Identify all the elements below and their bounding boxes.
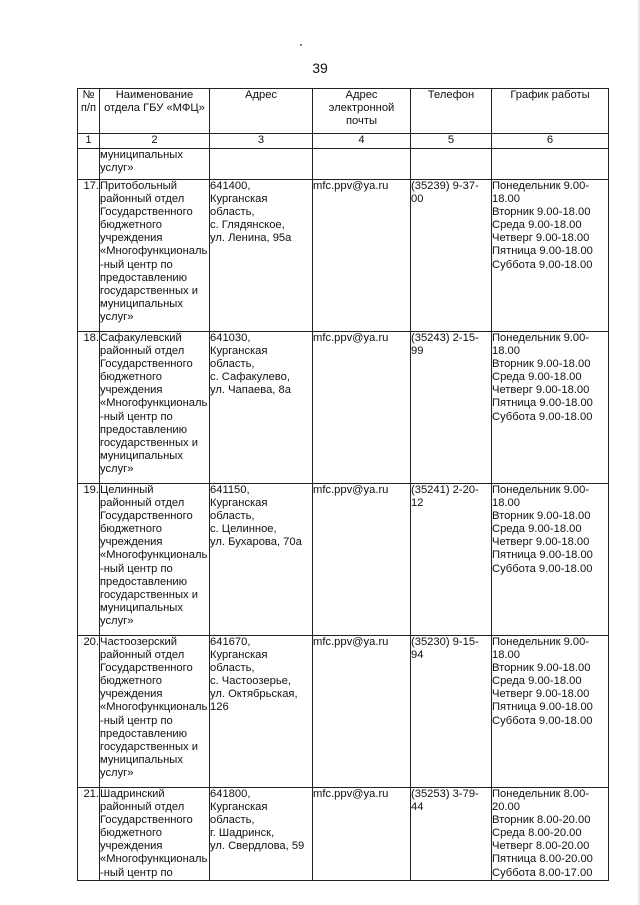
office-name-cell: Частоозерский районный отдел Государственного бюджетного учреждения «Многофункциональ -ный центр по предоставлению государственных и муниципальных услуг» xyxy=(100,636,210,788)
column-number: 5 xyxy=(411,134,492,149)
phone-cell: (35239) 9-37- 00 xyxy=(411,180,492,332)
header-cell-address: Адрес xyxy=(210,89,313,134)
header-cell-name: Наименование отдела ГБУ «МФЦ» xyxy=(100,89,210,134)
column-number: 4 xyxy=(313,134,411,149)
email-cell: mfc.ppv@ya.ru xyxy=(313,788,411,881)
continuation-name-cell: муниципальных услуг» xyxy=(100,149,210,180)
office-name-cell: Сафакулевский районный отдел Государственного бюджетного учреждения «Многофункциональ -ный центр по предоставлению государственных и муниципальных услуг» xyxy=(100,332,210,484)
address-cell: 641030, Курганская область, с. Сафакулево, ул. Чапаева, 8а xyxy=(210,332,313,484)
email-cell: mfc.ppv@ya.ru xyxy=(313,332,411,484)
schedule-cell: Понедельник 9.00- 18.00 Вторник 9.00-18.00 Среда 9.00-18.00 Четверг 9.00-18.00 Пятница 9.00-18.00 Суббота 9.00-18.00 xyxy=(492,636,609,788)
page-number: 39 xyxy=(312,60,328,76)
schedule-cell: Понедельник 9.00- 18.00 Вторник 9.00-18.00 Среда 9.00-18.00 Четверг 9.00-18.00 Пятница 9.00-18.00 Суббота 9.00-18.00 xyxy=(492,332,609,484)
office-name-cell: Целинный районный отдел Государственного бюджетного учреждения «Многофункциональ -ный центр по предоставлению государственных и муниципальных услуг» xyxy=(100,484,210,636)
office-name-cell: Притобольный районный отдел Государственного бюджетного учреждения «Многофункциональ -ный центр по предоставлению государственных и муниципальных услуг» xyxy=(100,180,210,332)
row-number: 19. xyxy=(78,484,100,636)
scan-speck xyxy=(300,44,302,46)
header-cell-number: № п/п xyxy=(78,89,100,134)
email-cell: mfc.ppv@ya.ru xyxy=(313,484,411,636)
mfc-offices-table xyxy=(77,88,609,881)
schedule-cell: Понедельник 9.00- 18.00 Вторник 9.00-18.00 Среда 9.00-18.00 Четверг 9.00-18.00 Пятница 9.00-18.00 Суббота 9.00-18.00 xyxy=(492,484,609,636)
email-cell: mfc.ppv@ya.ru xyxy=(313,180,411,332)
row-number: 17. xyxy=(78,180,100,332)
column-number-row xyxy=(78,134,609,149)
address-cell: 641400, Курганская область, с. Глядянское, ул. Ленина, 95а xyxy=(210,180,313,332)
address-cell: 641150, Курганская область, с. Целинное, ул. Бухарова, 70а xyxy=(210,484,313,636)
column-number: 2 xyxy=(100,134,210,149)
column-number: 1 xyxy=(78,134,100,149)
table-row xyxy=(78,332,609,484)
table-row xyxy=(78,636,609,788)
continuation-num-cell xyxy=(78,149,100,180)
header-cell-email: Адрес электронной почты xyxy=(313,89,411,134)
table-header-row xyxy=(78,89,609,134)
table-row xyxy=(78,788,609,881)
table-row xyxy=(78,180,609,332)
header-cell-schedule: График работы xyxy=(492,89,609,134)
phone-cell: (35230) 9-15- 94 xyxy=(411,636,492,788)
column-number: 3 xyxy=(210,134,313,149)
office-name-cell: Шадринский районный отдел Государственного бюджетного учреждения «Многофункциональ -ный центр по xyxy=(100,788,210,881)
address-cell: 641670, Курганская область, с. Частоозерье, ул. Октябрьская, 126 xyxy=(210,636,313,788)
phone-cell: (35253) 3-79- 44 xyxy=(411,788,492,881)
schedule-cell: Понедельник 9.00- 18.00 Вторник 9.00-18.00 Среда 9.00-18.00 Четверг 9.00-18.00 Пятница 9.00-18.00 Суббота 9.00-18.00 xyxy=(492,180,609,332)
column-number: 6 xyxy=(492,134,609,149)
row-number: 18. xyxy=(78,332,100,484)
header-cell-phone: Телефон xyxy=(411,89,492,134)
row-number: 20. xyxy=(78,636,100,788)
continuation-row xyxy=(78,149,609,180)
row-number: 21. xyxy=(78,788,100,881)
phone-cell: (35243) 2-15- 99 xyxy=(411,332,492,484)
email-cell: mfc.ppv@ya.ru xyxy=(313,636,411,788)
table-row xyxy=(78,484,609,636)
schedule-cell: Понедельник 8.00- 20.00 Вторник 8.00-20.00 Среда 8.00-20.00 Четверг 8.00-20.00 Пятница 8.00-20.00 Суббота 8.00-17.00 xyxy=(492,788,609,881)
phone-cell: (35241) 2-20- 12 xyxy=(411,484,492,636)
address-cell: 641800, Курганская область, г. Шадринск, ул. Свердлова, 59 xyxy=(210,788,313,881)
